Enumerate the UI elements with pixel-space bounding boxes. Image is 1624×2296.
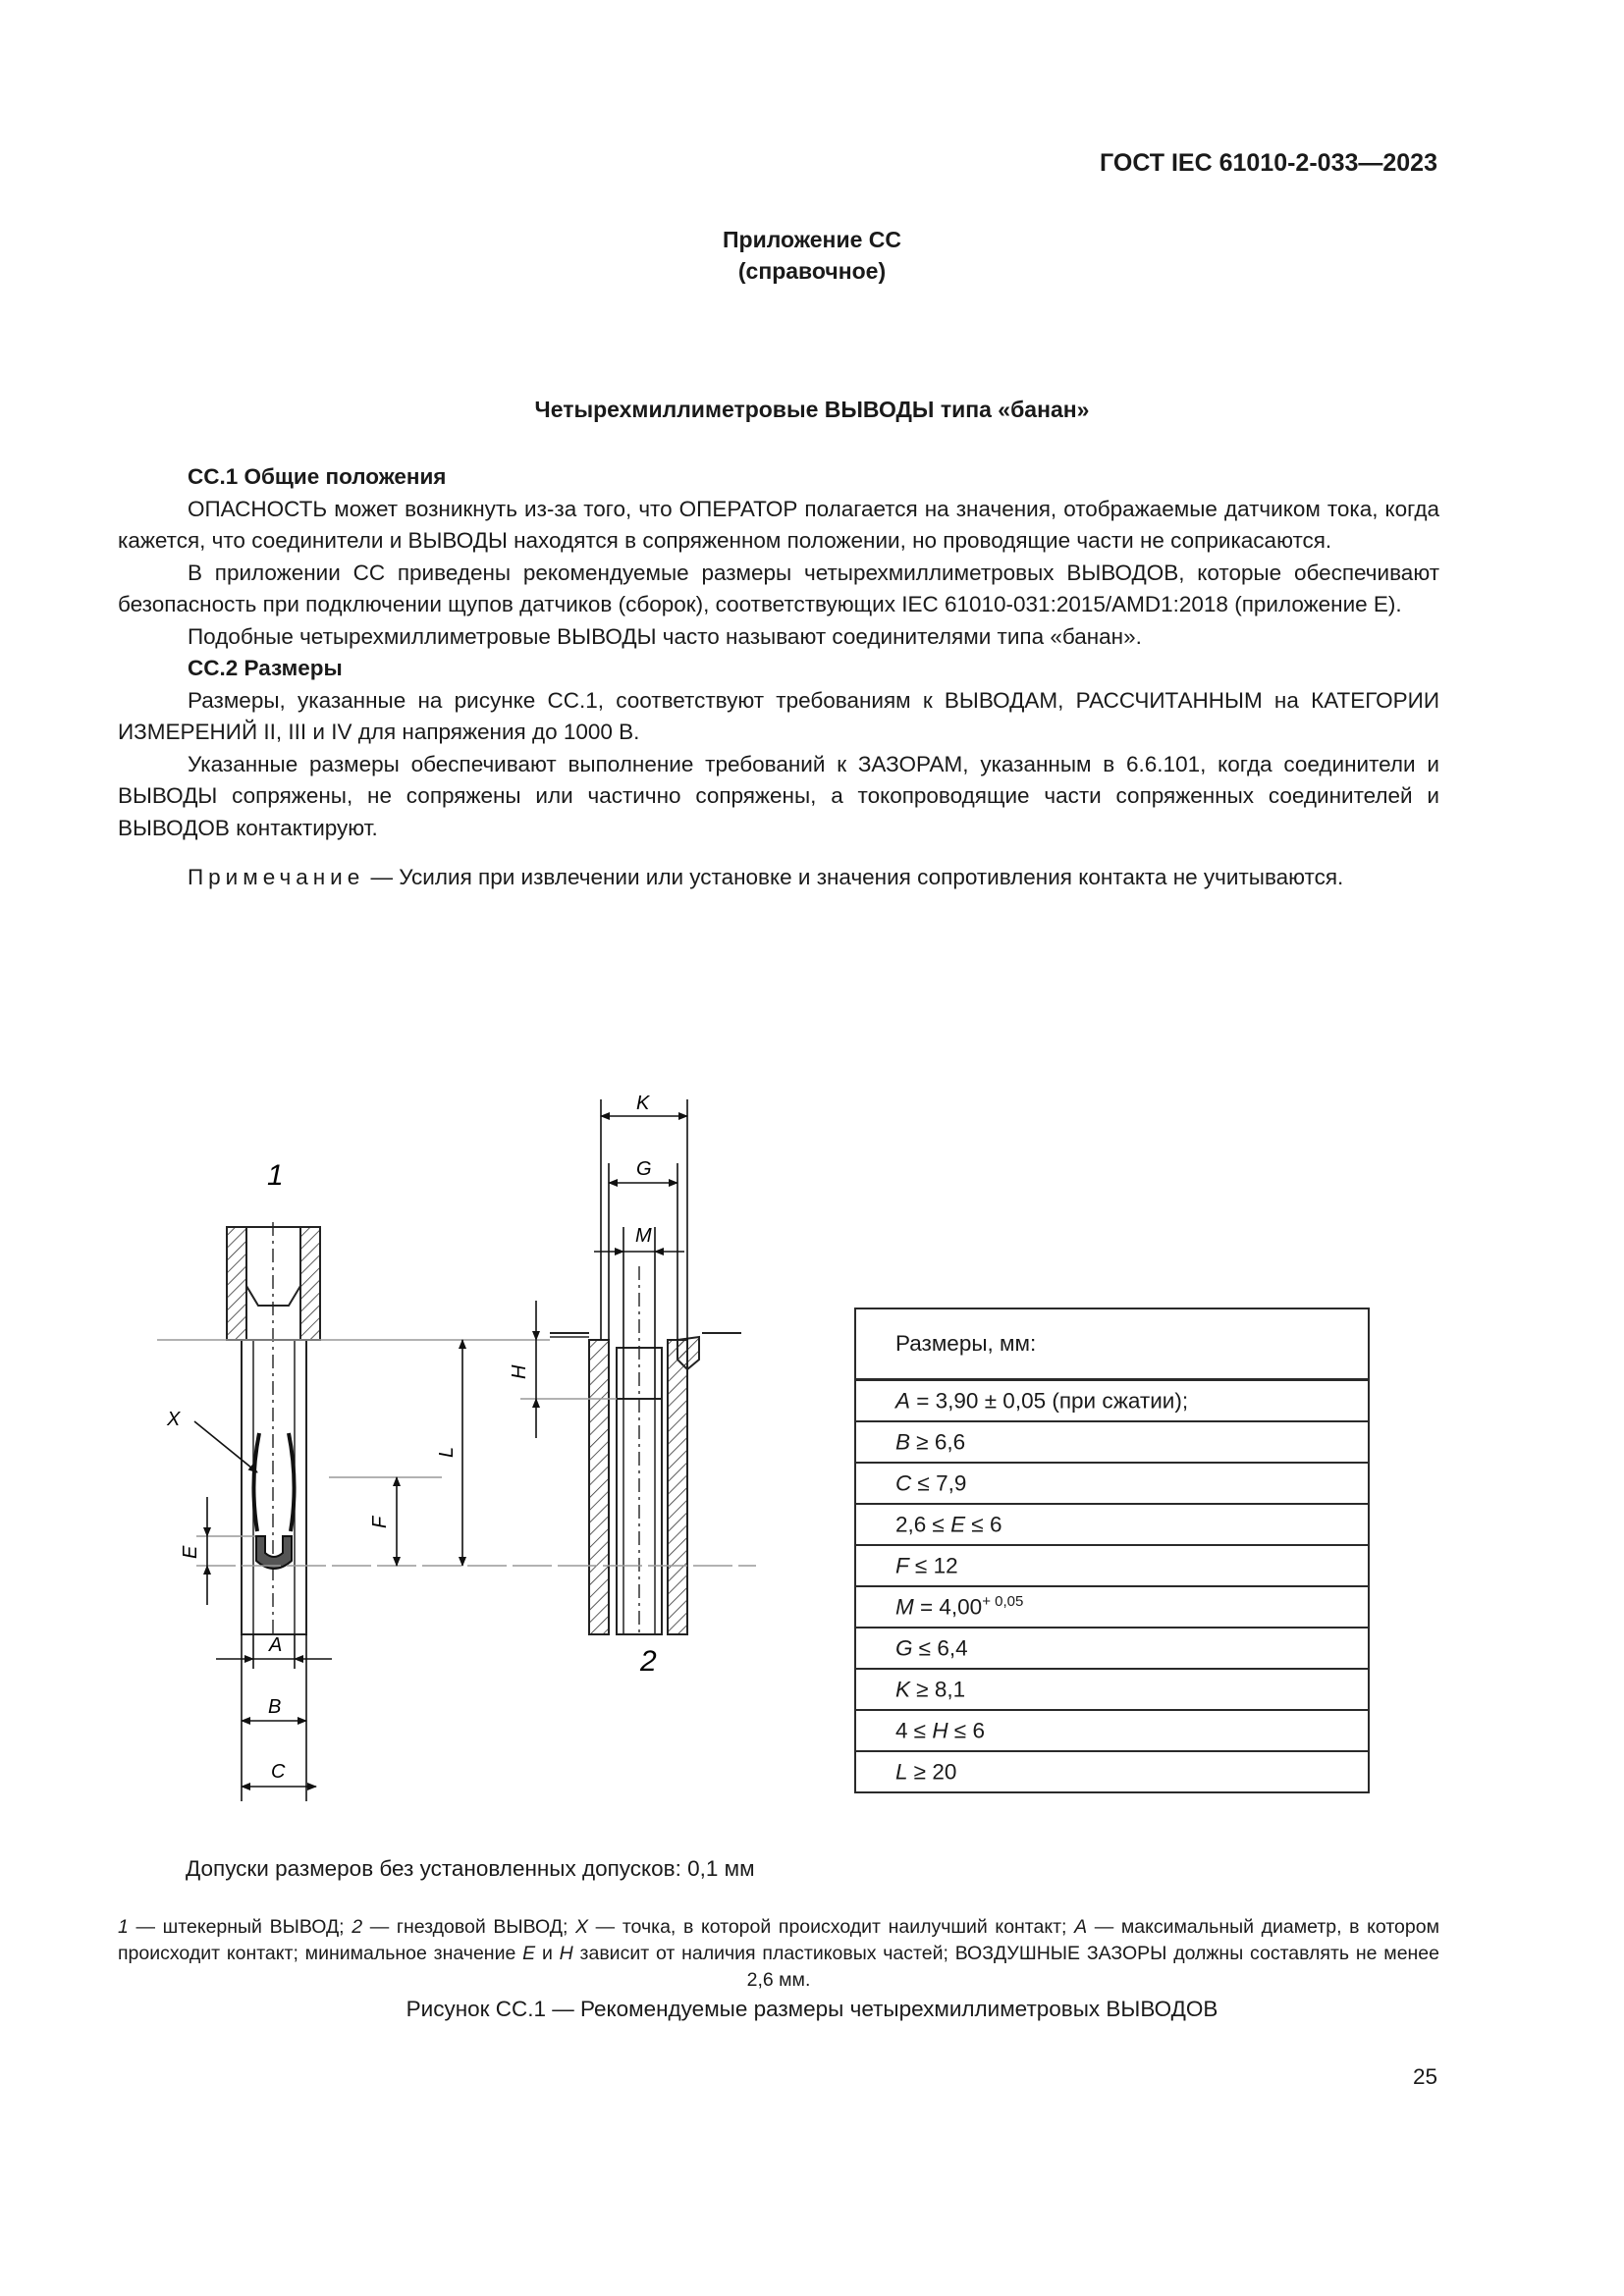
legend-text: — гнездовой ВЫВОД; [362,1916,576,1938]
dimension-letter: F [895,1553,909,1578]
dimensions-table [854,1308,1370,1793]
socket-terminal [550,1266,741,1634]
dimensions-table-header: Размеры, мм: [855,1308,1369,1380]
dimension-cell [855,1380,1369,1422]
label-g: G [636,1158,652,1180]
dimension-row [855,1504,1369,1545]
label-item-2: 2 [640,1645,657,1678]
dimension-cell [855,1586,1369,1628]
legend-key: 1 [118,1916,129,1938]
dimension-cell [855,1421,1369,1463]
dimension-labels [166,1093,657,1783]
dimension-value: ≤ 6 [965,1512,1002,1537]
dimension-letter: K [895,1677,911,1702]
dimension-value: ≤ 7,9 [911,1470,967,1496]
dimension-value: ≤ 12 [908,1553,958,1578]
label-m: M [635,1225,652,1247]
body-text [118,461,1439,894]
dimension-row [855,1463,1369,1504]
note-label: Примечание [188,865,365,889]
dimension-letter: H [932,1718,948,1743]
dimension-prefix: 4 ≤ [895,1718,933,1743]
dimension-letter: E [950,1512,966,1537]
note [118,862,1439,894]
dimension-row [855,1751,1369,1792]
label-x: X [167,1409,181,1430]
document-code: ГОСТ IEC 61010-2-033—2023 [1100,149,1437,177]
paragraph: Указанные размеры обеспечивают выполнение требований к ЗАЗОРАМ, указанным в 6.6.101, когда соединители и ВЫВОДЫ сопряжены, не сопряжены или частично сопряжены, а токопроводящие части сопряженных соединителей и ВЫВОДОВ контактируют. [118,751,1439,840]
dimension-letter: G [895,1635,913,1661]
appendix-title: Приложение СС [722,227,901,252]
dimension-letter: M [895,1594,914,1620]
section-heading-cc1: СС.1 Общие положения [188,464,447,489]
label-k: K [636,1093,650,1114]
legend-text: и [535,1943,560,1964]
legend-text: — штекерный ВЫВОД; [128,1916,352,1938]
legend-text: — точка, в которой происходит наилучший контакт; [588,1916,1075,1938]
figure-legend [118,1914,1439,1994]
dimension-cell [855,1463,1369,1504]
dimension-cell [855,1751,1369,1792]
dimension-value: ≤ 6 [947,1718,985,1743]
dimension-value: = 4,00 [913,1594,983,1620]
dimension-row [855,1380,1369,1422]
label-a: A [269,1634,283,1656]
dimension-cell [855,1669,1369,1710]
appendix-heading [0,224,1624,287]
dimension-letter: C [895,1470,912,1496]
paragraph: ОПАСНОСТЬ может возникнуть из-за того, что ОПЕРАТОР полагается на значения, отображаемые датчиком тока, когда кажется, что соединители и ВЫВОДЫ находятся в сопряженном положении, но проводящие части не соприкасаются. [118,496,1439,553]
legend-key: E [522,1943,536,1964]
main-title: Четырехмиллиметровые ВЫВОДЫ типа «банан» [534,397,1090,422]
legend-key: A [1074,1916,1088,1938]
dimension-value: ≥ 6,6 [910,1429,966,1455]
note-dash: — [370,865,393,889]
dimension-letter: B [895,1429,911,1455]
legend-text: — максимальный диаметр, в котором происходит контакт; минимальное значение [118,1916,1439,1964]
label-f: F [369,1516,391,1528]
dimension-row [855,1628,1369,1669]
dimension-value: ≥ 8,1 [910,1677,966,1702]
label-l: L [436,1446,458,1458]
tolerance-note: Допуски размеров без установленных допусков: 0,1 мм [186,1856,755,1881]
dimension-row [855,1710,1369,1751]
legend-text: зависит от наличия пластиковых частей; ВОЗДУШНЫЕ ЗАЗОРЫ должны составлять не менее 2,6 мм. [572,1943,1439,1991]
legend-key: 2 [352,1916,363,1938]
label-h: H [509,1364,530,1379]
dimension-letter: A [895,1388,911,1414]
dimension-row [855,1586,1369,1628]
note-text: Усилия при извлечении или установке и значения сопротивления контакта не учитываются. [399,865,1344,889]
dimension-cell [855,1710,1369,1751]
dimension-letter: L [895,1759,908,1785]
dimension-cell [855,1545,1369,1586]
legend-key: X [575,1916,589,1938]
plug-terminal [227,1222,320,1634]
label-e: E [180,1545,201,1559]
dimension-value: = 3,90 ± 0,05 (при сжатии); [910,1388,1189,1414]
connector-drawing [0,1060,884,1845]
dimension-row [855,1421,1369,1463]
dimension-value: ≥ 20 [907,1759,957,1785]
paragraph: Подобные четырехмиллиметровые ВЫВОДЫ часто называют соединителями типа «банан». [188,623,1142,649]
label-b: B [268,1696,282,1718]
page-number: 25 [1412,2064,1437,2089]
dimension-cell [855,1628,1369,1669]
label-item-1: 1 [267,1159,284,1192]
dimension-tolerance: + 0,05 [982,1593,1024,1611]
legend-key: H [559,1943,573,1964]
dimension-value: ≤ 6,4 [912,1635,968,1661]
dimension-cell [855,1504,1369,1545]
section-heading-cc2: СС.2 Размеры [188,656,343,680]
dimension-prefix: 2,6 ≤ [895,1512,951,1537]
dimension-row [855,1669,1369,1710]
paragraph: В приложении СС приведены рекомендуемые размеры четырехмиллиметровых ВЫВОДОВ, которые обеспечивают безопасность при подключении щупов датчиков (сборок), соответствующих IEC 61010-031:2015/AMD1:2018 (приложение Е). [118,560,1439,616]
figure-caption: Рисунок СС.1 — Рекомендуемые размеры четырехмиллиметровых ВЫВОДОВ [406,1997,1218,2021]
appendix-subtitle: (справочное) [737,258,887,284]
paragraph: Размеры, указанные на рисунке СС.1, соответствуют требованиям к ВЫВОДАМ, РАССЧИТАННЫМ на КАТЕГОРИИ ИЗМЕРЕНИЙ II, III и IV для напряжения до 1000 В. [118,687,1439,744]
label-c: C [271,1761,286,1783]
dimension-row [855,1545,1369,1586]
